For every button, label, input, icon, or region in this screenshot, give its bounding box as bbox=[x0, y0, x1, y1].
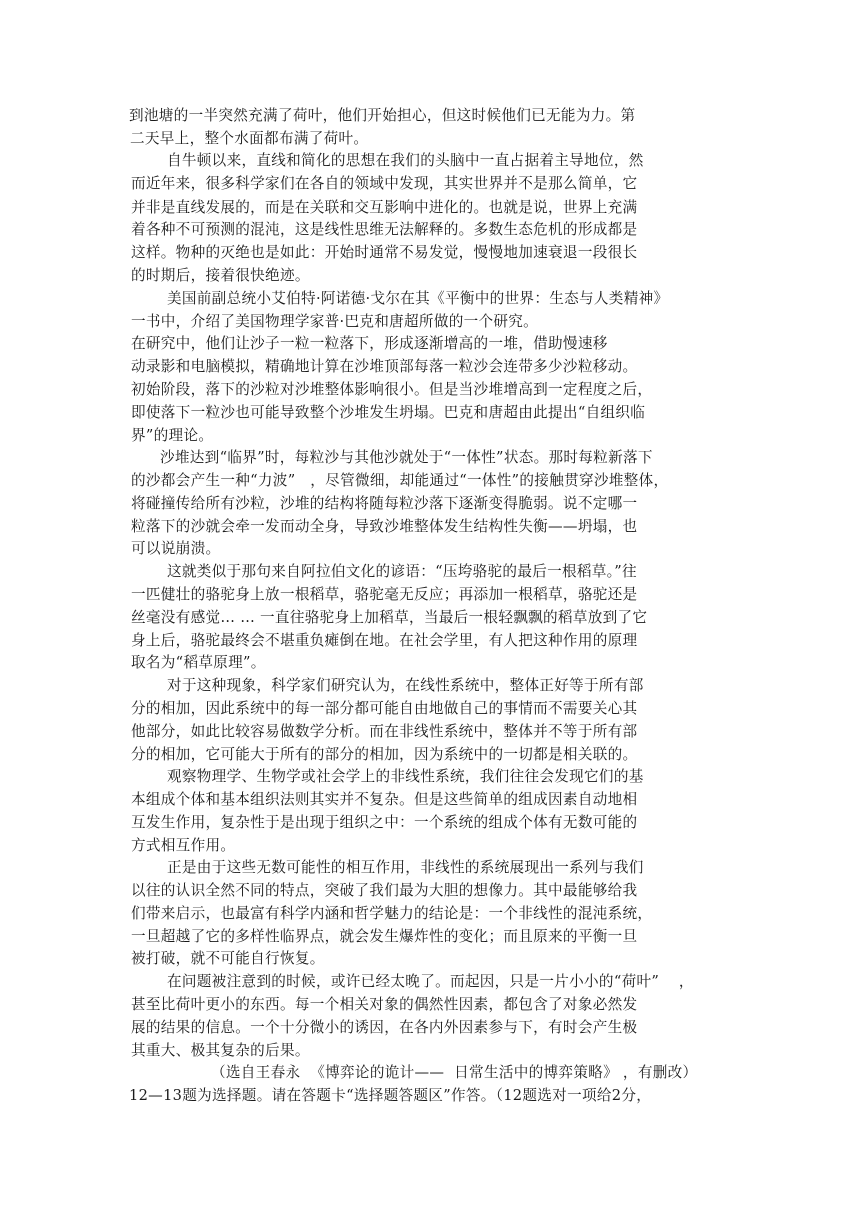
text-line: 并非是直线发展的，而是在关联和交互影响中进化的。也就是说，世界上充满 bbox=[131, 199, 638, 216]
text-line: 们带来启示，也最富有科学内涵和哲学魅力的结论是：一个非线性的混沌系统， bbox=[131, 905, 653, 922]
text-line: 本组成个体和基本组织法则其实并不复杂。但是这些简单的组成因素自动地相 bbox=[131, 791, 638, 808]
text-line: 甚至比荷叶更小的东西。每一个相关对象的偶然性因素，都包含了对象必然发 bbox=[131, 996, 638, 1013]
text-line: 在问题被注意到的时候，或许已经太晚了。而起因，只是一片小小的“荷叶” ， bbox=[167, 973, 694, 990]
text-line: 身上后，骆驼最终会不堪重负瘫倒在地。在社会学里，有人把这种作用的原理 bbox=[131, 632, 638, 649]
text-line: 粒落下的沙就会牵一发而动全身，导致沙堆整体发生结构性失衡——坍塌，也 bbox=[131, 518, 638, 535]
text-line: 以往的认识全然不同的特点，突破了我们最为大胆的想像力。其中最能够给我 bbox=[131, 882, 638, 899]
text-line: 将碰撞传给所有沙粒，沙堆的结构将随每粒沙落下逐渐变得脆弱。说不定哪一 bbox=[131, 495, 638, 512]
text-line: 被打破，就不可能自行恢复。 bbox=[131, 950, 325, 967]
text-line: 方式相互作用。 bbox=[131, 837, 236, 854]
text-line: 即使落下一粒沙也可能导致整个沙堆发生坍塌。巴克和唐超由此提出“自组织临 bbox=[131, 404, 646, 421]
text-line: 的沙都会产生一种“力波” ，尽管微细，却能通过“一体性”的接触贯穿沙堆整体， bbox=[131, 472, 669, 489]
text-line: 分的相加，它可能大于所有的部分的相加，因为系统中的一切都是相关联的。 bbox=[131, 746, 638, 763]
text-line: 的时期后，接着很快绝迹。 bbox=[131, 267, 310, 284]
source-citation: （选自王春永 《博弈论的诡计—— 日常生活中的博弈策略》 ，有删改） bbox=[211, 1064, 698, 1081]
text-line: 沙堆达到“临界”时，每粒沙与其他沙就处于“一体性”状态。那时每粒新落下 bbox=[160, 449, 653, 466]
text-line: 界”的理论。 bbox=[131, 427, 214, 444]
text-line: 丝毫没有感觉… … 一直往骆驼身上加稻草，当最后一根轻飘飘的稻草放到了它 bbox=[131, 609, 648, 626]
text-line: 动录影和电脑模拟，精确地计算在沙堆顶部每落一粒沙会连带多少沙粒移动。 bbox=[131, 358, 638, 375]
text-line: 美国前副总统小艾伯特·阿诺德·戈尔在其《平衡中的世界：生态与人类精神》 bbox=[167, 290, 669, 307]
text-line: 初始阶段，落下的沙粒对沙堆整体影响很小。但是当沙堆增高到一定程度之后， bbox=[131, 381, 653, 398]
text-line: 其重大、极其复杂的后果。 bbox=[131, 1042, 310, 1059]
text-line: 他部分，如此比较容易做数学分析。而在非线性系统中，整体并不等于所有部 bbox=[131, 723, 638, 740]
text-line: 观察物理学、生物学或社会学上的非线性系统，我们往往会发现它们的基 bbox=[167, 768, 644, 785]
text-line: 正是由于这些无数可能性的相互作用，非线性的系统展现出一系列与我们 bbox=[167, 859, 644, 876]
text-line: 一匹健壮的骆驼身上放一根稻草，骆驼毫无反应；再添加一根稻草，骆驼还是 bbox=[131, 586, 638, 603]
text-line: 互发生作用，复杂性于是出现于组织之中：一个系统的组成个体有无数可能的 bbox=[131, 814, 638, 831]
text-line: 分的相加，因此系统中的每一部分都可能自由地做自己的事情而不需要关心其 bbox=[131, 700, 638, 717]
text-line: 自牛顿以来，直线和简化的思想在我们的头脑中一直占据着主导地位，然 bbox=[167, 152, 644, 169]
text-line: 可以说崩溃。 bbox=[131, 540, 221, 557]
text-line: 着各种不可预测的混沌，这是线性思维无法解释的。多数生态危机的形成都是 bbox=[131, 221, 638, 238]
text-line: 展的结果的信息。一个十分微小的诱因，在各内外因素参与下，有时会产生极 bbox=[131, 1019, 638, 1036]
text-line: 到池塘的一半突然充满了荷叶，他们开始担心，但这时候他们已无能为力。第 bbox=[129, 107, 636, 124]
text-line: 这样。物种的灭绝也是如此：开始时通常不易发觉，慢慢地加速衰退一段很长 bbox=[131, 244, 638, 261]
text-line: 这就类似于那句来自阿拉伯文化的谚语：“压垮骆驼的最后一根稻草。”往 bbox=[167, 563, 637, 580]
text-line: 一书中，介绍了美国物理学家普·巴克和唐超所做的一个研究。 bbox=[131, 313, 539, 330]
text-line: 在研究中，他们让沙子一粒一粒落下，形成逐渐增高的一堆，借助慢速移 bbox=[131, 335, 608, 352]
question-instructions: 12—13题为选择题。请在答题卡“选择题答题区”作答。（12题选对一项给2分， bbox=[129, 1087, 652, 1104]
text-line: 而近年来，很多科学家们在各自的领域中发现，其实世界并不是那么简单，它 bbox=[131, 175, 638, 192]
text-line: 二天早上，整个水面都布满了荷叶。 bbox=[130, 130, 369, 147]
text-line: 一旦超越了它的多样性临界点，就会发生爆炸性的变化；而且原来的平衡一旦 bbox=[131, 928, 638, 945]
text-line: 对于这种现象，科学家们研究认为，在线性系统中，整体正好等于所有部 bbox=[167, 677, 644, 694]
text-line: 取名为“稻草原理”。 bbox=[131, 654, 266, 671]
